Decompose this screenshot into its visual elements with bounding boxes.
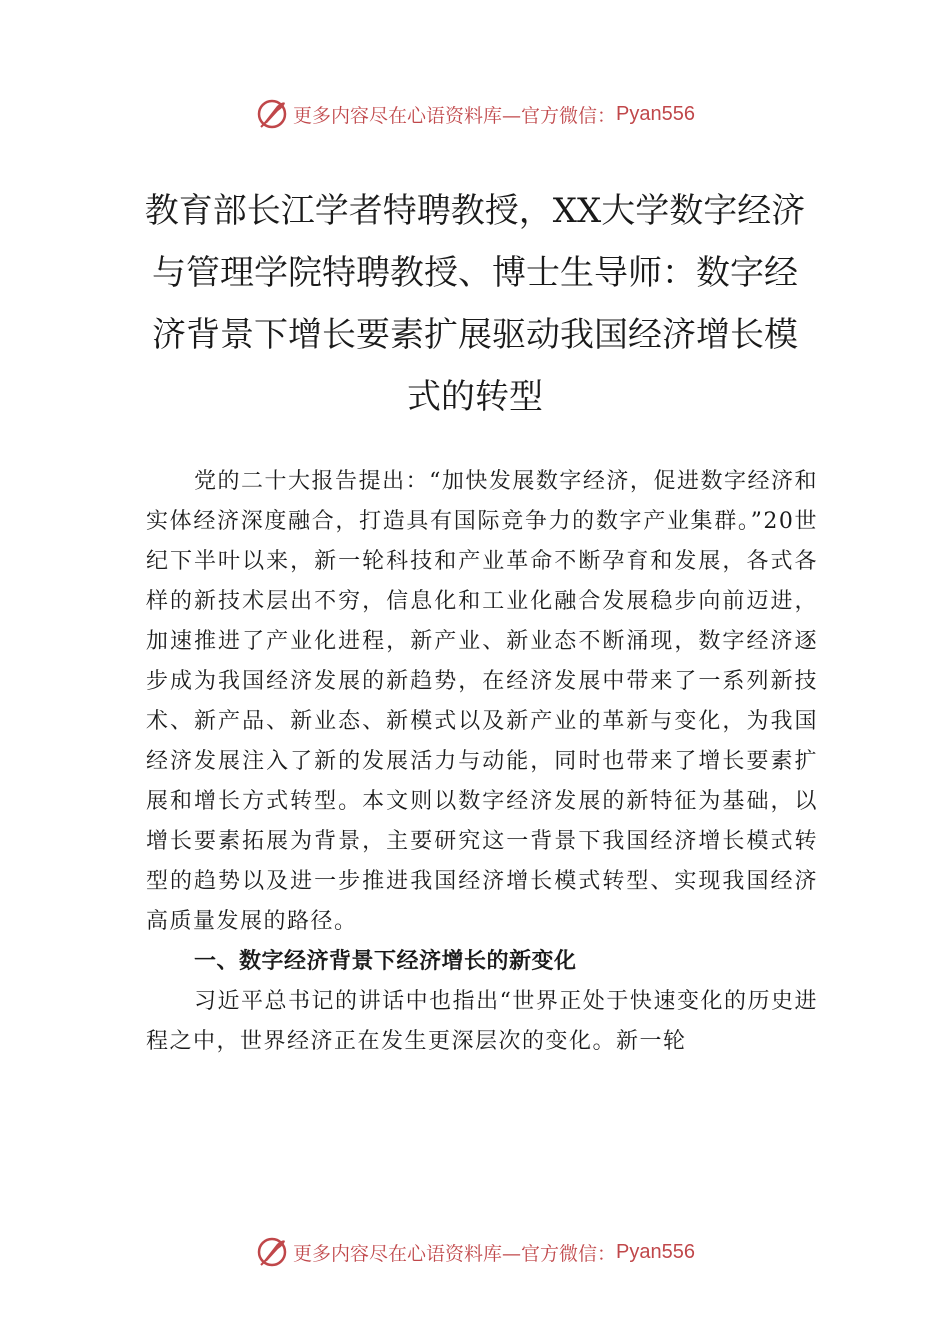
quill-circle-logo-icon [255, 1235, 289, 1269]
watermark-text: 更多内容尽在心语资料库—官方微信： [293, 1242, 617, 1265]
watermark-wechat-id: Pyan556 [616, 1240, 695, 1263]
document-title: 教育部长江学者特聘教授，XX大学数字经济与管理学院特聘教授、博士生导师：数字经济背景下增长要素扩展驱动我国经济增长模式的转型 [144, 191, 806, 417]
section-heading: 一、数字经济背景下经济增长的新变化 [194, 949, 577, 974]
header-watermark [0, 94, 950, 134]
watermark-text: 更多内容尽在心语资料库—官方微信： [293, 104, 617, 127]
quill-circle-logo-icon [255, 97, 289, 131]
intro-paragraph: 党的二十大报告提出：“加快发展数字经济，促进数字经济和实体经济深度融合，打造具有国际竞争力的数字产业集群。”20世纪下半叶以来，新一轮科技和产业革命不断孕育和发展，各式各样的新技术层出不穷，信息化和工业化融合发展稳步向前迈进，加速推进了产业化进程，新产业、新业态不断涌现，数字经济逐步成为我国经济发展的新趋势，在经济发展中带来了一系列新技术、新产品、新业态、新模式以及新产业的革新与变化，为我国经济发展注入了新的发展活力与动能，同时也带来了增长要素扩展和增长方式转型。本文则以数字经济发展的新特征为基础，以增长要素拓展为背景，主要研究这一背景下我国经济增长模式转型的趋势以及进一步推进我国经济增长模式转型、实现我国经济高质量发展的路径。 [146, 469, 818, 934]
document-body [146, 462, 818, 1062]
watermark-wechat-id: Pyan556 [616, 102, 695, 125]
footer-watermark [0, 1232, 950, 1272]
section-paragraph: 习近平总书记的讲话中也指出“世界正处于快速变化的历史进程之中，世界经济正在发生更深层次的变化。新一轮 [146, 989, 818, 1054]
